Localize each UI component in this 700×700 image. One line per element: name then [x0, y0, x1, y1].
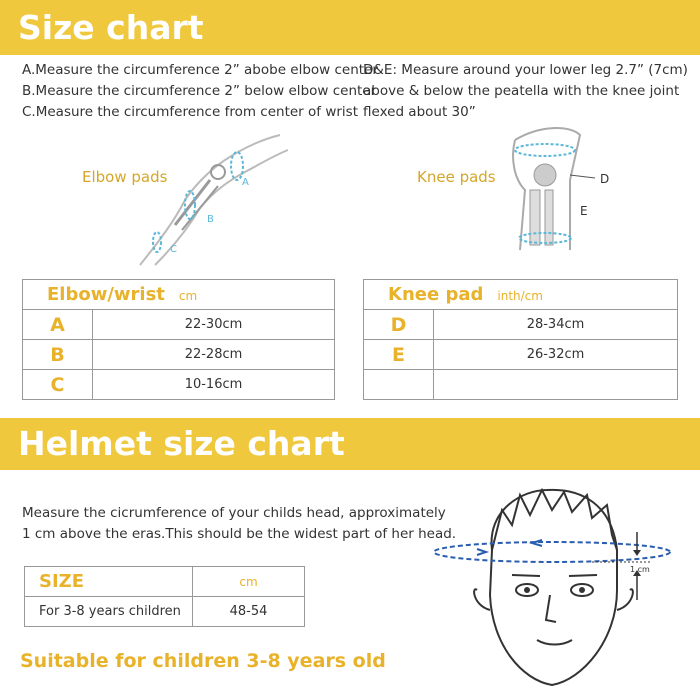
helmet-unit-header: cm — [193, 567, 305, 597]
size-chart-banner — [0, 0, 700, 55]
instruction-de-1: D&E: Measure around your lower leg 2.7” (7cm) — [363, 62, 688, 78]
knee-size-table — [363, 279, 678, 400]
size-value — [434, 370, 678, 400]
instruction-b: B.Measure the circumference 2” below elbow center — [22, 83, 377, 99]
helmet-row-label: For 3-8 years children — [25, 597, 193, 627]
table-row — [364, 370, 678, 400]
knee-table-unit: inth/cm — [497, 289, 543, 303]
size-letter: A — [23, 310, 93, 340]
elbow-pads-label: Elbow pads — [82, 168, 168, 186]
table-row — [364, 310, 678, 340]
size-letter: B — [23, 340, 93, 370]
one-cm-label: 1 cm — [630, 565, 650, 574]
instruction-c: C.Measure the circumference from center of wrist — [22, 104, 358, 120]
table-header-row — [25, 567, 305, 597]
marker-c: C — [170, 244, 177, 255]
knee-table-title: Knee pad — [388, 284, 484, 305]
size-letter: E — [364, 340, 434, 370]
table-row — [25, 597, 305, 627]
helmet-description-line-2: 1 cm above the eras.This should be the widest part of her head. — [22, 526, 457, 542]
size-chart-title: Size chart — [18, 8, 204, 47]
marker-b: B — [207, 214, 214, 225]
helmet-row-value: 48-54 — [193, 597, 305, 627]
size-value: 26-32cm — [434, 340, 678, 370]
helmet-description-line-1: Measure the cicrumference of your childs head, approximately — [22, 505, 446, 521]
size-value: 10-16cm — [93, 370, 335, 400]
instruction-a: A.Measure the circumference 2” abobe elbow center — [22, 62, 378, 78]
size-value: 22-30cm — [93, 310, 335, 340]
helmet-size-header: SIZE — [25, 567, 193, 597]
table-row — [23, 370, 335, 400]
size-letter: D — [364, 310, 434, 340]
knee-pads-label: Knee pads — [417, 168, 496, 186]
elbow-table-header — [23, 280, 335, 310]
head-illustration — [432, 480, 692, 700]
knee-illustration — [500, 120, 630, 260]
elbow-table-unit: cm — [178, 289, 198, 303]
size-value: 22-28cm — [93, 340, 335, 370]
suitable-age-note: Suitable for children 3-8 years old — [20, 650, 386, 672]
table-header-row — [23, 280, 335, 310]
table-row — [23, 340, 335, 370]
elbow-table-title: Elbow/wrist — [47, 284, 165, 305]
arm-illustration — [130, 130, 290, 270]
marker-a: A — [242, 177, 249, 188]
table-row — [23, 310, 335, 340]
marker-e: E — [580, 204, 588, 218]
table-header-row — [364, 280, 678, 310]
table-row — [364, 340, 678, 370]
helmet-description — [22, 503, 456, 545]
helmet-chart-banner — [0, 418, 700, 470]
elbow-instructions — [22, 60, 378, 123]
size-value: 28-34cm — [434, 310, 678, 340]
marker-d: D — [600, 172, 610, 186]
elbow-size-table — [22, 279, 335, 400]
size-letter: C — [23, 370, 93, 400]
instruction-de-3: flexed about 30” — [363, 104, 476, 120]
helmet-size-table — [24, 566, 305, 627]
instruction-de-2: above & below the peatella with the knee joint — [363, 83, 680, 99]
size-letter — [364, 370, 434, 400]
knee-instructions — [363, 60, 688, 123]
knee-table-header — [364, 280, 678, 310]
helmet-chart-title: Helmet size chart — [18, 424, 345, 463]
